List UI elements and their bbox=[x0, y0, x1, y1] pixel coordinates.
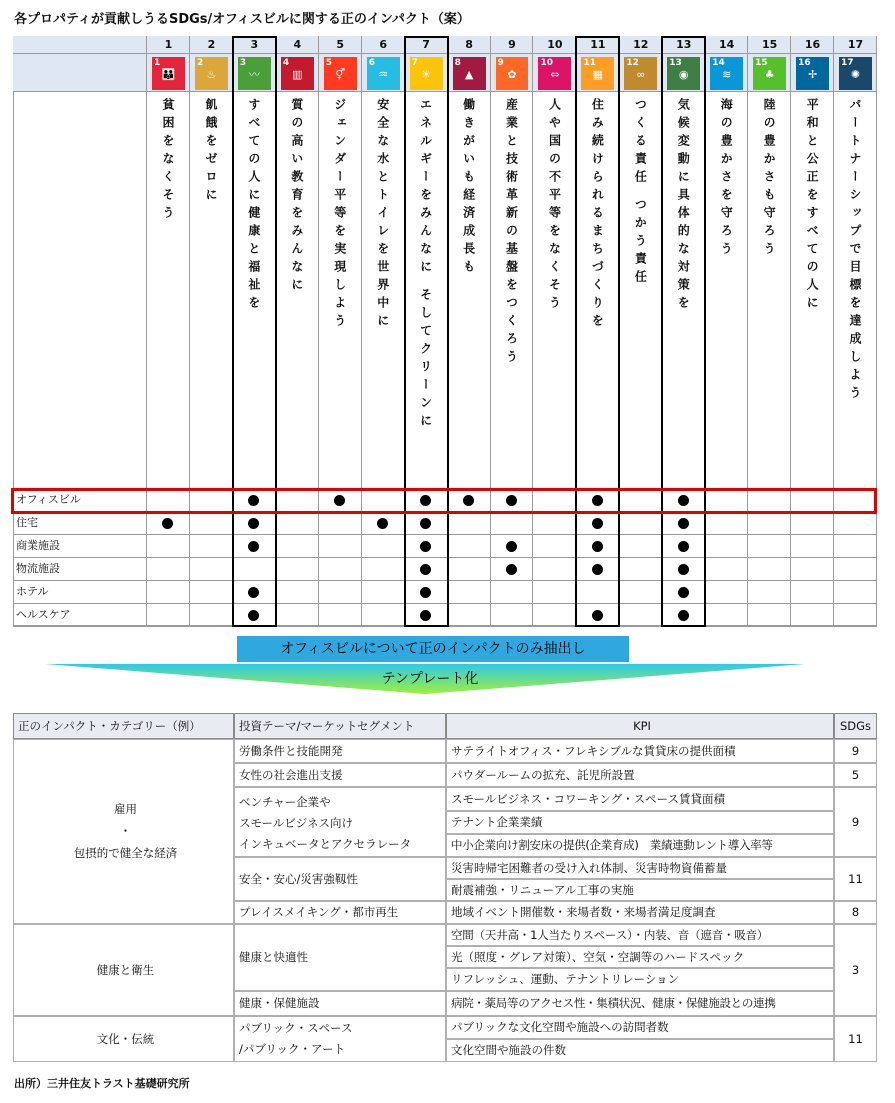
sdg-icon-glyph: ⚥ bbox=[335, 68, 346, 81]
sdg-label: 気候変動に具体的な対策を bbox=[676, 98, 691, 314]
sdg-icon-glyph: ☀ bbox=[421, 68, 432, 81]
matrix-cell bbox=[791, 489, 834, 512]
matrix-cell bbox=[276, 558, 319, 581]
matrix-cell bbox=[362, 489, 405, 512]
kpi-space: 空間（天井高・1人当たりスペース）・内装、音（遮音・吸音） bbox=[446, 924, 834, 946]
sdg-number: 10 bbox=[547, 38, 563, 51]
sdg-number: 11 bbox=[590, 38, 606, 51]
sdg-number: 16 bbox=[804, 38, 821, 51]
matrix-cell bbox=[448, 535, 491, 558]
bullet-mark bbox=[592, 610, 603, 621]
sdg-icon-number: 8 bbox=[454, 58, 461, 68]
theme-venture bbox=[234, 787, 446, 857]
sdgs-value: 9 bbox=[834, 739, 877, 763]
matrix-cell bbox=[190, 604, 233, 627]
matrix-cell bbox=[748, 489, 791, 512]
sdg-icon-glyph: 👪 bbox=[161, 68, 176, 81]
kpi-satellite-office: サテライトオフィス・フレキシブルな賃貸床の提供面積 bbox=[446, 739, 834, 763]
matrix-cell bbox=[190, 535, 233, 558]
theme-public bbox=[234, 1016, 446, 1062]
kpi-seismic: 耐震補強・リニューアル工事の実施 bbox=[446, 879, 834, 901]
theme-comfort: 健康と快適性 bbox=[234, 924, 446, 991]
kpi-events: 地域イベント開催数・来場者数・来場者満足度調査 bbox=[446, 901, 834, 924]
sdg-12-icon bbox=[624, 57, 657, 90]
sdgs-value: 9 bbox=[834, 787, 877, 857]
sdgs-value: 8 bbox=[834, 901, 877, 924]
matrix-cell bbox=[147, 558, 190, 581]
matrix-cell bbox=[190, 581, 233, 604]
matrix-cell bbox=[748, 535, 791, 558]
sdg-label: ジェンダー平等を実現しよう bbox=[332, 98, 347, 332]
bullet-mark bbox=[248, 587, 259, 598]
matrix-cell bbox=[791, 535, 834, 558]
matrix-cell bbox=[319, 581, 362, 604]
matrix-cell bbox=[619, 604, 662, 627]
bullet-mark bbox=[420, 495, 431, 506]
matrix-cell bbox=[791, 604, 834, 627]
banner-extract: オフィスビルについて正のインパクトのみ抽出し bbox=[237, 636, 629, 662]
sdg-label: 平和と公正をすべての人に bbox=[805, 98, 820, 314]
sdg-icon-glyph: ♣ bbox=[764, 68, 775, 81]
kpi-table bbox=[13, 713, 877, 1063]
sdg-14-icon bbox=[710, 57, 743, 90]
matrix-cell bbox=[147, 535, 190, 558]
kpi-light-air: 光（照度・グレア対策）、空気・空調等のハードスペック bbox=[446, 946, 834, 968]
matrix-cell bbox=[362, 535, 405, 558]
matrix-cell bbox=[834, 581, 877, 604]
kpi-hospital-access: 病院・薬局等のアクセス性・集積状況、健康・保健施設との連携 bbox=[446, 991, 834, 1016]
sdg-icon-number: 10 bbox=[540, 58, 553, 68]
sdgs-value: 3 bbox=[834, 924, 877, 1016]
theme-venture-line2: スモールビジネス向け bbox=[239, 816, 353, 830]
kpi-culture-visitors: パブリックな文化空間や施設への訪問者数 bbox=[446, 1016, 834, 1039]
header-theme: 投資テーマ/マーケットセグメント bbox=[234, 713, 446, 739]
bullet-mark bbox=[592, 495, 603, 506]
sdg-icon-glyph: ≋ bbox=[722, 68, 732, 81]
sdg-icon-number: 17 bbox=[841, 58, 854, 68]
bullet-mark bbox=[592, 518, 603, 529]
kpi-coworking: スモールビジネス・コワーキング・スペース賃貸面積 bbox=[446, 787, 834, 811]
matrix-cell bbox=[491, 604, 534, 627]
sdg-icon-glyph: 〰 bbox=[248, 68, 260, 81]
header-corner-cell bbox=[13, 92, 147, 489]
matrix-cell bbox=[533, 489, 576, 512]
matrix-cell bbox=[619, 512, 662, 535]
matrix-cell bbox=[448, 604, 491, 627]
matrix-cell bbox=[448, 558, 491, 581]
sdg-5-icon bbox=[324, 57, 357, 90]
sdg-number: 15 bbox=[761, 38, 778, 51]
matrix-cell bbox=[619, 489, 662, 512]
matrix-cell bbox=[705, 489, 748, 512]
theme-women: 女性の社会進出支援 bbox=[234, 763, 446, 787]
matrix-cell bbox=[362, 558, 405, 581]
matrix-cell bbox=[791, 558, 834, 581]
matrix-cell bbox=[705, 535, 748, 558]
theme-venture-line1: ベンチャー企業や bbox=[239, 795, 331, 809]
matrix-cell bbox=[576, 581, 619, 604]
sdg-icon-number: 4 bbox=[282, 58, 290, 68]
bullet-mark bbox=[678, 518, 689, 529]
sdg-icon-glyph: ✢ bbox=[807, 68, 818, 81]
bullet-mark bbox=[248, 518, 259, 529]
matrix-cell bbox=[791, 581, 834, 604]
sdg-label: 飢餓をゼロに bbox=[203, 98, 218, 206]
matrix-cell bbox=[233, 558, 276, 581]
sdg-label: 住み続けられるまちづくりを bbox=[590, 98, 605, 332]
sdg-9-icon bbox=[496, 57, 529, 90]
sdg-label: 人や国の不平等をなくそう bbox=[547, 98, 562, 314]
sdg-icon-number: 9 bbox=[497, 58, 504, 68]
header-corner-cell bbox=[13, 36, 147, 54]
bullet-mark bbox=[506, 495, 517, 506]
header-kpi: KPI bbox=[446, 713, 834, 739]
matrix-cell bbox=[190, 489, 233, 512]
sdg-icon-number: 11 bbox=[583, 58, 596, 68]
sdg-icon-glyph: ▦ bbox=[592, 68, 604, 81]
bullet-mark bbox=[592, 564, 603, 575]
sdg-label: 産業と技術革新の基盤をつくろう bbox=[504, 98, 519, 368]
matrix-cell bbox=[533, 581, 576, 604]
bullet-mark bbox=[678, 610, 689, 621]
sdg-icon-number: 6 bbox=[368, 58, 375, 68]
sdg-10-icon bbox=[538, 57, 571, 90]
property-label: オフィスビル bbox=[13, 489, 147, 512]
matrix-cell bbox=[276, 604, 319, 627]
kpi-refresh: リフレッシュ、運動、テナントリレーション bbox=[446, 968, 834, 991]
bullet-mark bbox=[506, 541, 517, 552]
matrix-cell bbox=[190, 512, 233, 535]
theme-facility: 健康・保健施設 bbox=[234, 991, 446, 1016]
sdg-number: 4 bbox=[293, 38, 302, 51]
sdg-label: すべての人に健康と福祉を bbox=[246, 98, 261, 314]
matrix-cell bbox=[319, 604, 362, 627]
matrix-cell bbox=[834, 535, 877, 558]
matrix-cell bbox=[748, 604, 791, 627]
matrix-cell bbox=[533, 604, 576, 627]
sdg-icon-number: 15 bbox=[755, 58, 768, 68]
property-label: ホテル bbox=[13, 581, 147, 604]
sdg-number: 2 bbox=[207, 38, 216, 51]
header-sdgs: SDGs bbox=[834, 713, 877, 739]
category-health: 健康と衛生 bbox=[13, 924, 234, 1016]
theme-public-line2: /パブリック・アート bbox=[239, 1042, 346, 1056]
category-employment bbox=[13, 739, 234, 924]
sdg-number: 9 bbox=[508, 38, 516, 51]
matrix-cell bbox=[619, 558, 662, 581]
sdg-number: 12 bbox=[633, 38, 649, 51]
sdgs-value: 11 bbox=[834, 1016, 877, 1062]
sdg-icon-glyph: ✺ bbox=[850, 68, 861, 81]
matrix-cell bbox=[791, 512, 834, 535]
sdg-number: 1 bbox=[164, 38, 173, 51]
header-corner-cell bbox=[13, 54, 147, 92]
sdg-icon-number: 5 bbox=[325, 58, 333, 68]
matrix-cell bbox=[533, 512, 576, 535]
sdg-13-icon bbox=[667, 57, 700, 90]
sdg-number: 8 bbox=[465, 38, 473, 51]
matrix-cell bbox=[448, 581, 491, 604]
matrix-cell bbox=[319, 535, 362, 558]
sdg-icon-glyph: ◉ bbox=[678, 68, 689, 81]
kpi-sme-floor: 中小企業向け割安床の提供(企業育成) 業績連動レント導入率等 bbox=[446, 834, 834, 857]
sdg-icon-number: 16 bbox=[798, 58, 811, 68]
sdg-label: 働きがいも経済成長も bbox=[461, 98, 476, 278]
category-culture: 文化・伝統 bbox=[13, 1016, 234, 1062]
matrix-cell bbox=[319, 558, 362, 581]
sdg-icon-glyph: ⇔ bbox=[550, 68, 560, 81]
sdg-icon-number: 12 bbox=[626, 58, 639, 68]
sdg-4-icon bbox=[281, 57, 314, 90]
sdg-icon-number: 2 bbox=[196, 58, 204, 68]
matrix-cell bbox=[533, 535, 576, 558]
sdg-label: 安全な水とトイレを世界中に bbox=[375, 98, 390, 332]
theme-safety: 安全・安心/災害強靱性 bbox=[234, 857, 446, 901]
theme-venture-line3: インキュベータとアクセラレータ bbox=[239, 837, 412, 851]
category-employment-line2: ・ bbox=[119, 824, 132, 838]
category-employment-line1: 雇用 bbox=[114, 802, 137, 816]
sdg-icon-number: 13 bbox=[669, 58, 682, 68]
sdg-label: パートナーシップで目標を達成しよう bbox=[848, 98, 863, 404]
theme-labor: 労働条件と技能開発 bbox=[234, 739, 446, 763]
matrix-cell bbox=[834, 512, 877, 535]
bullet-mark bbox=[420, 587, 431, 598]
sdg-icon-glyph: ∞ bbox=[636, 68, 646, 81]
sdg-7-icon bbox=[410, 57, 443, 90]
page-title: 各プロパティが貢献しうるSDGs/オフィスビルに関する正のインパクト（案） bbox=[14, 12, 470, 27]
sdg-3-icon bbox=[238, 57, 271, 90]
matrix-cell bbox=[448, 512, 491, 535]
kpi-disaster-readiness: 災害時帰宅困難者の受け入れ体制、災害時物資備蓄量 bbox=[446, 857, 834, 879]
bullet-mark bbox=[506, 564, 517, 575]
matrix-cell bbox=[362, 581, 405, 604]
matrix-cell bbox=[147, 489, 190, 512]
sdg-16-icon bbox=[796, 57, 829, 90]
category-employment-line3: 包摂的で健全な経済 bbox=[73, 846, 178, 860]
kpi-tenant-performance: テナント企業業績 bbox=[446, 811, 834, 834]
sdg-icon-glyph: ▲ bbox=[464, 68, 474, 81]
matrix-cell bbox=[276, 512, 319, 535]
matrix-cell bbox=[705, 558, 748, 581]
theme-placemaking: プレイスメイキング・都市再生 bbox=[234, 901, 446, 924]
matrix-cell bbox=[319, 512, 362, 535]
sdg-number: 3 bbox=[250, 38, 259, 51]
matrix-cell bbox=[619, 581, 662, 604]
bullet-mark bbox=[248, 610, 259, 621]
property-label: ヘルスケア bbox=[13, 604, 147, 627]
sdg-icon-number: 14 bbox=[712, 58, 725, 68]
matrix-cell bbox=[491, 512, 534, 535]
kpi-culture-count: 文化空間や施設の件数 bbox=[446, 1039, 834, 1062]
sdg-label: 海の豊かさを守ろう bbox=[719, 98, 734, 260]
bullet-mark bbox=[420, 564, 431, 575]
bullet-mark bbox=[678, 495, 689, 506]
sdg-icon-glyph: ✿ bbox=[507, 68, 517, 81]
matrix-cell bbox=[190, 558, 233, 581]
matrix-cell bbox=[748, 512, 791, 535]
sdg-2-icon bbox=[195, 57, 228, 90]
sdg-icon-glyph: ♒ bbox=[378, 68, 389, 81]
sdg-11-icon bbox=[581, 57, 614, 90]
matrix-cell bbox=[834, 604, 877, 627]
banner-template: テンプレート化 bbox=[381, 671, 479, 687]
matrix-cell bbox=[147, 604, 190, 627]
property-label: 商業施設 bbox=[13, 535, 147, 558]
sdg-label: 質の高い教育をみんなに bbox=[289, 98, 304, 296]
bullet-mark bbox=[162, 518, 173, 529]
sdg-label: エネルギーをみんなに そしてクリーンに bbox=[418, 98, 433, 433]
sdg-icon-number: 3 bbox=[239, 58, 247, 68]
matrix-cell bbox=[705, 604, 748, 627]
sdg-number: 7 bbox=[422, 38, 430, 51]
matrix-cell bbox=[362, 604, 405, 627]
bullet-mark bbox=[420, 518, 431, 529]
bullet-mark bbox=[463, 495, 474, 506]
sdg-icon-glyph: ▥ bbox=[292, 68, 303, 81]
sdg-1-icon bbox=[152, 57, 185, 90]
sdgs-value: 5 bbox=[834, 763, 877, 787]
bullet-mark bbox=[678, 587, 689, 598]
bullet-mark bbox=[678, 541, 689, 552]
matrix-cell bbox=[276, 535, 319, 558]
bullet-mark bbox=[420, 610, 431, 621]
matrix-cell bbox=[147, 581, 190, 604]
bullet-mark bbox=[420, 541, 431, 552]
sdg-number: 14 bbox=[719, 38, 735, 51]
matrix-cell bbox=[491, 581, 534, 604]
sdg-number: 17 bbox=[847, 38, 864, 51]
matrix-cell bbox=[619, 535, 662, 558]
sdgs-value: 11 bbox=[834, 857, 877, 901]
property-label: 物流施設 bbox=[13, 558, 147, 581]
sdg-icon-glyph: ♨ bbox=[206, 68, 217, 81]
kpi-powder-room: パウダールームの拡充、託児所設置 bbox=[446, 763, 834, 787]
sdg-number: 5 bbox=[336, 38, 345, 51]
bullet-mark bbox=[678, 564, 689, 575]
matrix-cell bbox=[834, 489, 877, 512]
theme-public-line1: パブリック・スペース bbox=[239, 1021, 353, 1035]
sdg-label: 貧困をなくそう bbox=[161, 98, 175, 224]
matrix-cell bbox=[705, 512, 748, 535]
property-label: 住宅 bbox=[13, 512, 147, 535]
sdg-6-icon bbox=[367, 57, 400, 90]
bullet-mark bbox=[592, 541, 603, 552]
sdg-15-icon bbox=[753, 57, 786, 90]
sdg-8-icon bbox=[453, 57, 486, 90]
matrix-cell bbox=[276, 581, 319, 604]
sdg-matrix bbox=[13, 36, 877, 626]
header-category: 正のインパクト・カテゴリー（例） bbox=[13, 713, 234, 739]
sdg-17-icon bbox=[839, 57, 872, 90]
sdg-label: 陸の豊かさも守ろう bbox=[762, 98, 777, 260]
bullet-mark bbox=[248, 541, 259, 552]
bullet-mark bbox=[248, 495, 259, 506]
bullet-mark bbox=[377, 518, 388, 529]
sdg-icon-number: 1 bbox=[154, 58, 161, 68]
sdg-label: つくる責任 つかう責任 bbox=[633, 98, 648, 289]
sdg-number: 13 bbox=[676, 38, 692, 51]
sdg-icon-number: 7 bbox=[411, 58, 418, 68]
bullet-mark bbox=[334, 495, 345, 506]
matrix-cell bbox=[533, 558, 576, 581]
matrix-cell bbox=[276, 489, 319, 512]
matrix-cell bbox=[748, 581, 791, 604]
source-note: 出所）三井住友トラスト基礎研究所 bbox=[14, 1077, 190, 1090]
matrix-cell bbox=[748, 558, 791, 581]
matrix-cell bbox=[705, 581, 748, 604]
sdg-number: 6 bbox=[379, 38, 387, 51]
matrix-cell bbox=[834, 558, 877, 581]
